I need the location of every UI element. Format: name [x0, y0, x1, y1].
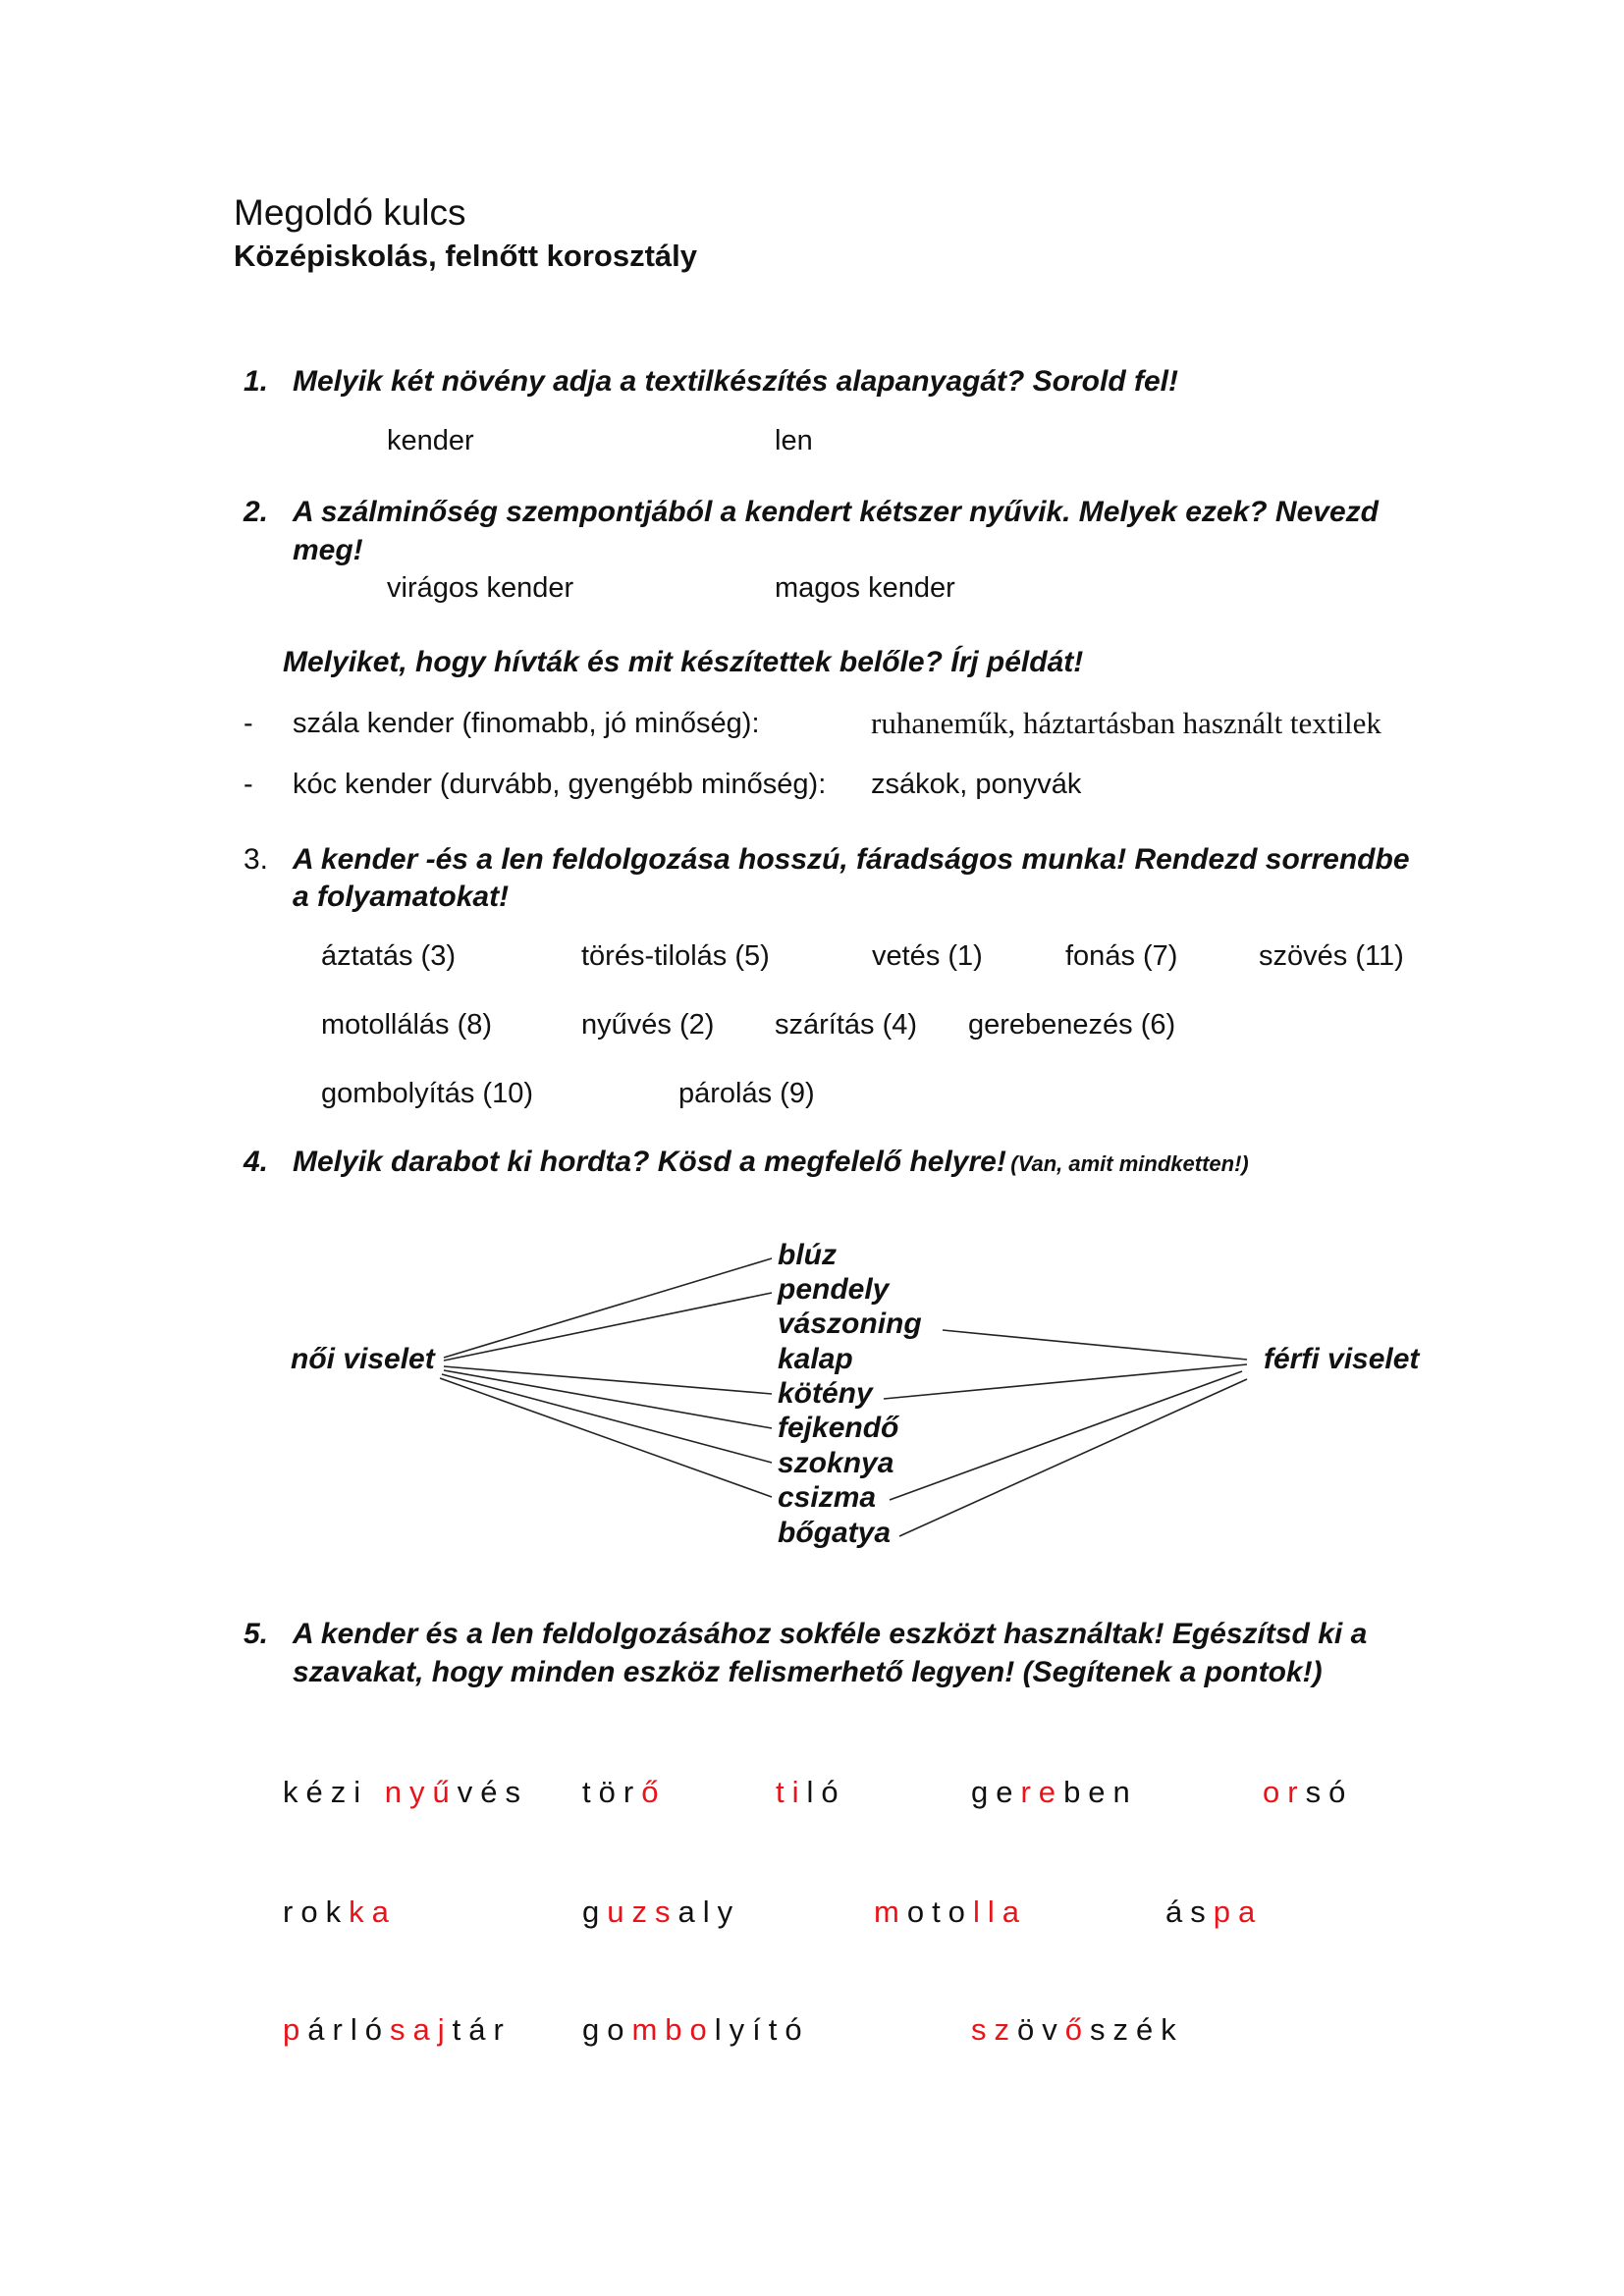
q4-note: (Van, amit mindketten!): [1010, 1151, 1249, 1176]
line-noi-koteny: [444, 1366, 772, 1394]
filled-letters: p: [283, 2012, 308, 2047]
tool-word: [283, 2012, 512, 2048]
q3-item: párolás (9): [678, 1078, 815, 1109]
given-letters: rok: [283, 1895, 350, 1929]
given-letters: aly: [677, 1895, 741, 1929]
given-letters: ló: [806, 1775, 846, 1809]
q5-number: 5.: [244, 1618, 269, 1650]
filled-letters: ő: [1064, 2012, 1090, 2047]
q4-item: fejkendő: [778, 1412, 899, 1444]
q4-item: csizma: [778, 1481, 877, 1514]
q2-number: 2.: [244, 496, 269, 528]
line-noi-bluz: [444, 1258, 772, 1358]
q3-item: fonás (7): [1065, 940, 1178, 972]
given-letters: ás: [1165, 1895, 1214, 1929]
filled-letters: sz: [971, 2012, 1017, 2047]
q3-text-line1: A kender -és a len feldolgozása hosszú, fáradságos munka! Rendezd sorrendbe: [293, 843, 1410, 876]
filled-letters: saj: [389, 2012, 453, 2047]
q3-item: törés-tilolás (5): [581, 940, 770, 972]
given-letters: tár: [452, 2012, 512, 2047]
line-noi-szoknya: [442, 1374, 772, 1463]
filled-letters: ő: [641, 1775, 667, 1809]
filled-letters: pa: [1213, 1895, 1264, 1929]
noi-viselet-label: női viselet: [291, 1343, 435, 1375]
q2-text-line1: A szálminőség szempontjából a kendert kétszer nyűvik. Melyek ezek? Nevezd: [293, 496, 1379, 528]
q4-item: vászoning: [778, 1308, 922, 1340]
tool-word: [971, 1775, 1138, 1810]
tool-word: [582, 2012, 810, 2048]
q2-answer-1: virágos kender: [387, 572, 574, 604]
filled-letters: m: [874, 1895, 907, 1929]
line-ferfi-koteny: [884, 1364, 1247, 1399]
q2-row2-dash: -: [244, 769, 253, 800]
q5-text-line1: A kender és a len feldolgozásához sokféle eszközt használtak! Egészítsd ki a: [293, 1618, 1368, 1650]
filled-letters: mbo: [631, 2012, 715, 2047]
filled-letters: re: [1020, 1775, 1064, 1809]
line-ferfi-vaszoning: [943, 1330, 1247, 1360]
q2-row2-label: kóc kender (durvább, gyengébb minőség):: [293, 769, 827, 800]
q2-sub-question: Melyiket, hogy hívták és mit készítettek belőle? Írj példát!: [283, 646, 1084, 678]
tool-word: [283, 1775, 528, 1810]
given-letters: só: [1305, 1775, 1354, 1809]
filled-letters: uzs: [607, 1895, 678, 1929]
tool-word: [582, 1775, 666, 1810]
q2-row1-label: szála kender (finomabb, jó minőség):: [293, 708, 760, 739]
filled-letters: ka: [349, 1895, 397, 1929]
given-letters: öv: [1017, 2012, 1065, 2047]
tool-word: [874, 1895, 1027, 1930]
page-title: Megoldó kulcs: [234, 192, 466, 233]
line-ferfi-csizma: [890, 1371, 1242, 1500]
tool-word: [1165, 1895, 1263, 1930]
page-subtitle: Középiskolás, felnőtt korosztály: [234, 239, 697, 273]
q1-text: Melyik két növény adja a textilkészítés alapanyagát? Sorold fel!: [293, 365, 1178, 398]
q3-item: gerebenezés (6): [968, 1009, 1176, 1041]
q4-item: pendely: [778, 1273, 890, 1306]
q5-text-line2: szavakat, hogy minden eszköz felismerhető legyen! (Segítenek a pontok!): [293, 1656, 1323, 1688]
line-noi-pendely: [444, 1293, 772, 1361]
given-letters: ge: [971, 1775, 1021, 1809]
q3-item: motollálás (8): [321, 1009, 493, 1041]
q3-item: nyűvés (2): [581, 1009, 715, 1041]
given-letters: oto: [906, 1895, 973, 1929]
q3-item: gombolyítás (10): [321, 1078, 533, 1109]
q3-number: 3.: [244, 843, 269, 876]
given-letters: go: [582, 2012, 632, 2047]
tool-word: [1263, 1775, 1353, 1810]
given-letters: árló: [307, 2012, 390, 2047]
q1-answer-1: kender: [387, 425, 474, 456]
ferfi-viselet-label: férfi viselet: [1264, 1343, 1420, 1375]
given-letters: vés: [457, 1775, 528, 1809]
tool-word: [582, 1895, 740, 1930]
tool-word: [283, 1895, 397, 1930]
q3-item: áztatás (3): [321, 940, 456, 972]
given-letters: lyító: [714, 2012, 810, 2047]
q2-answer-2: magos kender: [775, 572, 955, 604]
q4-text: Melyik darabot ki hordta? Kösd a megfelelő helyre!: [293, 1146, 1006, 1178]
given-letters: kézi: [283, 1775, 385, 1809]
q4-item: szoknya: [778, 1447, 894, 1479]
q2-row2-value: zsákok, ponyvák: [871, 769, 1082, 800]
filled-letters: nyű: [384, 1775, 458, 1809]
line-noi-fejkendo: [444, 1370, 772, 1428]
q3-item: vetés (1): [872, 940, 983, 972]
q4-item: bőgatya: [778, 1517, 892, 1549]
q2-text-line2: meg!: [293, 534, 363, 566]
q4-item: kötény: [778, 1377, 873, 1410]
q2-row1-value: ruhaneműk, háztartásban használt textilek: [871, 706, 1381, 740]
q1-number: 1.: [244, 365, 269, 398]
q2-row1-dash: -: [244, 708, 253, 739]
q3-item: szövés (11): [1259, 940, 1404, 972]
q4-item: kalap: [778, 1343, 853, 1375]
given-letters: szék: [1090, 2012, 1184, 2047]
filled-letters: ti: [776, 1775, 807, 1809]
q4-item: blúz: [778, 1239, 837, 1271]
q1-answer-2: len: [775, 425, 813, 456]
given-letters: ben: [1063, 1775, 1138, 1809]
filled-letters: or: [1263, 1775, 1306, 1809]
q4-number: 4.: [244, 1146, 269, 1178]
tool-word: [776, 1775, 846, 1810]
line-ferfi-bogatya: [899, 1379, 1247, 1536]
filled-letters: lla: [972, 1895, 1027, 1929]
line-noi-csizma: [440, 1378, 772, 1497]
tool-word: [971, 2012, 1184, 2048]
given-letters: tör: [582, 1775, 642, 1809]
q3-item: szárítás (4): [775, 1009, 918, 1041]
q3-text-line2: a folyamatokat!: [293, 881, 510, 913]
given-letters: g: [582, 1895, 608, 1929]
